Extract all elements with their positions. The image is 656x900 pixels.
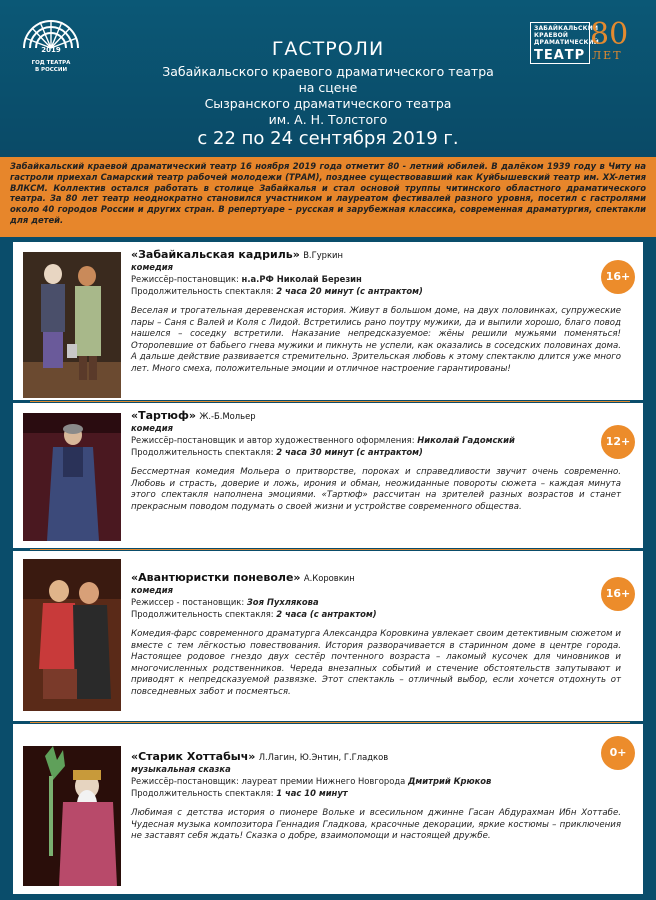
play-author: Л.Лагин, Ю.Энтин, Г.Гладков <box>258 752 389 762</box>
duration-line <box>131 285 631 297</box>
logo-caption-line2: В РОССИИ <box>34 67 68 73</box>
logo-caption-line1: ГОД ТЕАТРА <box>31 60 71 66</box>
intro-band <box>0 157 656 237</box>
play-author: Ж.-Б.Мольер <box>199 411 256 421</box>
play-details <box>131 248 631 376</box>
play-title: «Забайкальская кадриль» <box>131 248 300 261</box>
logo-year-text: 2019 <box>41 46 61 54</box>
header-line-1: Забайкальского краевого драматического театра <box>162 64 494 79</box>
anniversary-suffix: ЛЕТ <box>592 49 623 62</box>
director-name: Дмитрий Крюков <box>407 776 492 786</box>
header-line-4: им. А. Н. Толстого <box>268 112 388 127</box>
duration-value: 2 часа 30 минут (с антрактом) <box>276 447 423 457</box>
play-genre: музыкальная сказка <box>131 764 231 774</box>
play-title: «Старик Хоттабыч» <box>131 750 256 763</box>
director-line <box>131 596 631 608</box>
director-name: н.а.РФ Николай Березин <box>241 274 362 284</box>
director-label: Режиссёр-постановщик: лауреат премии Нижнего Новгорода <box>131 776 406 786</box>
play-title-line <box>131 750 631 764</box>
director-line <box>131 434 631 446</box>
play-photo <box>23 559 121 711</box>
play-title-line <box>131 248 631 262</box>
duration-label: Продолжительность спектакля: <box>131 447 274 457</box>
play-title: «Тартюф» <box>131 409 196 422</box>
header-line-3: Сызранского драматического театра <box>204 96 452 111</box>
duration-line <box>131 787 631 799</box>
duration-label: Продолжительность спектакля: <box>131 286 274 296</box>
director-line <box>131 775 631 787</box>
play-card <box>13 403 643 548</box>
theatre-logo-line3: ТЕАТР <box>534 48 586 63</box>
director-label: Режиссёр-постановщик и автор художественного оформления: <box>131 435 415 445</box>
header-line-2: на сцене <box>298 80 358 95</box>
play-details <box>131 571 631 699</box>
duration-label: Продолжительность спектакля: <box>131 609 274 619</box>
age-rating-badge: 0+ <box>601 736 635 770</box>
play-author: А.Коровкин <box>303 573 355 583</box>
director-line <box>131 273 631 285</box>
duration-value: 1 час 10 минут <box>276 788 348 798</box>
play-card <box>13 242 643 400</box>
play-description: Комедия-фарс современного драматурга Александра Коровкина увлекает своим детективным сюжетом и вместе с тем лёгкостью повествования. История разворачивается в старинном доме в центре города. Настоящее родовое гнездо двух сестёр почтенного возраста – лакомый кусочек для чиновников и многочисленных родственников. Череда внезапных событий и стечение обстоятельств запутывают и приводят к непредсказуемой развязке. Этот спектакль – отличный выбор, если хочется отдохнуть от повседневных забот и посмеяться. <box>131 629 621 697</box>
duration-line <box>131 446 631 458</box>
age-rating-badge: 16+ <box>601 260 635 294</box>
play-description: Бессмертная комедия Мольера о притворстве, пороках и справедливости звучит очень современно. Любовь и страсть, доверие и ложь, ирония и обман, неожиданные повороты сюжета – каждая минута этого спектакля наполнена эмоциями. «Тартюф» рассчитан на зрителей разных возрастов и станет прекрасным поводом подумать о своей жизни и устройстве современного общества. <box>131 467 621 512</box>
tour-dates: с 22 по 24 сентября 2019 г. <box>197 128 459 149</box>
play-photo <box>23 746 121 886</box>
director-name: Зоя Пухлякова <box>246 597 319 607</box>
poster-header <box>0 0 656 157</box>
play-description: Веселая и трогательная деревенская история. Живут в большом доме, на двух половинках, супружеские пары – Саня с Валей и Коля с Лидой. Встретились рано поутру мужики, да и выпили хорошо, благо повод нашелся – соседку встретили. Наказание непредсказуемое: жёны решили мужьями поменяться! Оторопевшие от бабьего гнева мужики и пикнуть не успели, как оказались в соседских половинах дома. А дальше действие развивается стремительно. Зрительская любовь к этому спектаклю длится уже много лет. Много смеха, положительные эмоции и отличное настроение гарантированы! <box>131 306 621 374</box>
theatre-logo-line2: КРАЕВОЙ ДРАМАТИЧЕСКИЙ <box>534 32 600 46</box>
duration-value: 2 часа 20 минут (с антрактом) <box>276 286 423 296</box>
play-title: «Авантюристки поневоле» <box>131 571 301 584</box>
director-label: Режиссёр-постановщик: <box>131 274 239 284</box>
age-rating-badge: 16+ <box>601 577 635 611</box>
intro-text: Забайкальский краевой драматический театр 16 ноября 2019 года отметит 80 - летний юбилей. В далёком 1939 году в Читу на гастроли приехал Самарский театр рабочей молодежи (ТРАМ), позднее существовавший как Куйбышевский театр им. XX-летия ВЛКСМ. Коллектив остался работать в столице Забайкалья и стал основой труппы читинского областного драматического театра. За 80 лет театр неоднократно становился участником и лауреатом фестивалей разного уровня, посетил с гастролями около 40 городов России и других стран. В репертуаре – русская и зарубежная классика, современная драматургия, спектакли для детей. <box>10 161 646 225</box>
play-author: В.Гуркин <box>303 250 343 260</box>
play-genre: комедия <box>131 262 173 272</box>
play-genre: комедия <box>131 585 173 595</box>
duration-line <box>131 608 631 620</box>
play-photo <box>23 413 121 541</box>
page-title: ГАСТРОЛИ <box>271 38 385 60</box>
play-details <box>131 750 631 843</box>
play-details <box>131 409 631 513</box>
play-description: Любимая с детства история о пионере Вольке и всесильном джинне Гасан Абдурахман Ибн Хоттабе. Чудесная музыка композитора Геннадия Гладкова, красочные декорации, яркие костюмы – приключения не заставят себя ждать! Сказка о добре, взаимопомощи и настоящей дружбе. <box>131 808 621 842</box>
director-label: Режиссер - постановщик: <box>131 597 245 607</box>
play-card <box>13 551 643 721</box>
play-photo <box>23 252 121 398</box>
anniversary-number: 80 <box>590 17 629 52</box>
play-card <box>13 724 643 894</box>
play-title-line <box>131 571 631 585</box>
play-title-line <box>131 409 631 423</box>
duration-label: Продолжительность спектакля: <box>131 788 274 798</box>
theatre-logo-line1: ЗАБАЙКАЛЬСКИЙ <box>534 25 599 32</box>
play-genre: комедия <box>131 423 173 433</box>
age-rating-badge: 12+ <box>601 425 635 459</box>
duration-value: 2 часа (с антрактом) <box>276 609 377 619</box>
director-name: Николай Гадомский <box>417 435 515 445</box>
